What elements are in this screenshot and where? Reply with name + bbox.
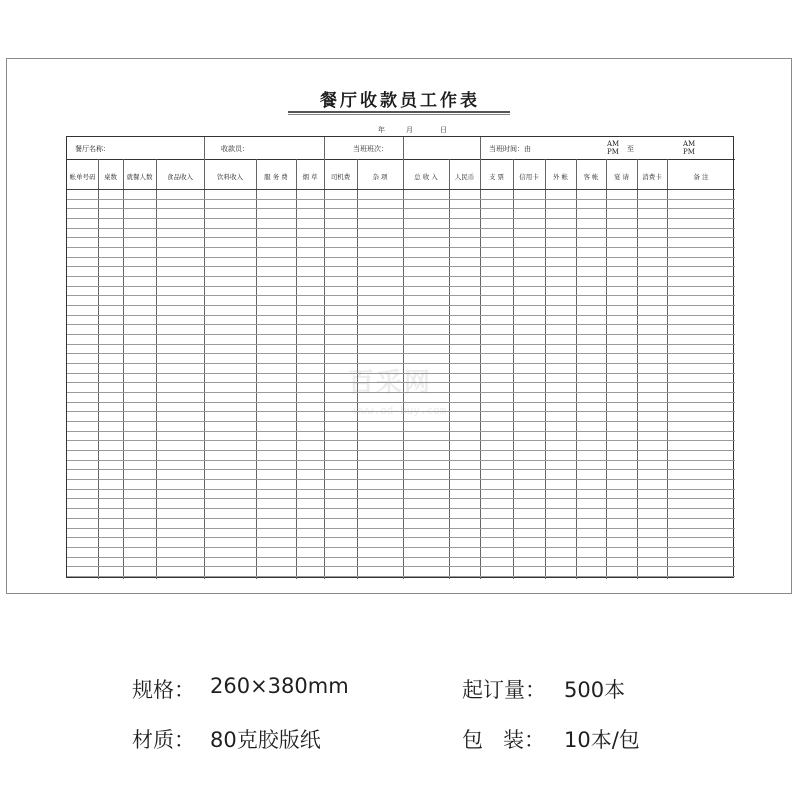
column-divider [156,159,157,579]
table-row-rule [67,450,735,451]
size-value: 260×380mm [210,674,349,698]
column-divider [256,159,257,579]
column-header: 烟 草 [302,173,318,181]
cashier-work-table [66,136,734,578]
min-order-value: 500本 [564,678,626,702]
header-rule [67,159,735,160]
table-row-rule [67,537,735,538]
column-divider [545,159,546,579]
table-row-rule [67,392,735,393]
header-divider [480,137,481,159]
min-order-label: 起订量： [462,678,546,702]
packing-value: 10本/包 [564,728,640,752]
table-row-rule [67,315,735,316]
column-header: 外 帐 [552,173,569,181]
product-specs [0,660,800,780]
table-row-rule [67,324,735,325]
column-divider [667,159,668,579]
table-row-rule [67,373,735,374]
table-row-rule [67,344,735,345]
column-divider [606,159,607,579]
shift-start-am: AM [607,140,620,148]
table-row-rule [67,489,735,490]
column-header-rule [67,189,735,190]
date-year-label: 年 [378,126,385,134]
column-divider [403,159,404,579]
column-header: 就餐人数 [126,173,153,181]
column-header: 客 帐 [583,173,599,181]
column-divider [449,159,450,579]
shift-label: 当班班次： [353,145,388,153]
table-row-rule [67,431,735,432]
table-row-rule [67,411,735,412]
column-header: 桌数 [104,173,117,181]
table-row-rule [67,208,735,209]
shift-end-pm: PM [683,148,695,156]
table-row-rule [67,566,735,567]
table-row-rule [67,479,735,480]
column-divider [637,159,638,579]
column-divider [576,159,577,579]
title-underline [288,111,510,115]
column-header: 帐单号码 [69,173,96,181]
shift-start-pm: PM [607,148,619,156]
shift-time-label: 当班时间：由 [489,145,531,153]
table-row-rule [67,266,735,267]
header-divider [403,137,404,159]
table-row-rule [67,460,735,461]
table-row-rule [67,508,735,509]
table-row-rule [67,402,735,403]
material-value: 80克胶版纸 [210,728,321,752]
date-month-label: 月 [406,126,413,134]
header-divider [324,137,325,159]
packing-label: 包 装： [462,728,546,752]
column-header: 备 注 [693,173,709,181]
column-divider [357,159,358,579]
size-label: 规格： [132,678,195,702]
table-row-rule [67,276,735,277]
form-title: 餐厅收款员工作表 [320,91,480,111]
column-divider [204,159,205,579]
cashier-label: 收款员： [221,145,249,153]
table-row-rule [67,528,735,529]
table-row-rule [67,498,735,499]
table-row-rule [67,295,735,296]
table-row-rule [67,440,735,441]
date-day-label: 日 [440,126,447,134]
table-row-rule [67,576,735,577]
column-divider [513,159,514,579]
column-divider [480,159,481,579]
column-header: 杂 项 [372,173,388,181]
table-row-rule [67,286,735,287]
table-row-rule [67,228,735,229]
column-header: 宴 请 [613,173,630,181]
table-row-rule [67,363,735,364]
table-row-rule [67,382,735,383]
column-header: 饮料收入 [217,173,243,181]
column-divider [324,159,325,579]
table-row-rule [67,469,735,470]
table-row-rule [67,257,735,258]
column-divider [296,159,297,579]
table-row-rule [67,305,735,306]
table-row-rule [67,557,735,558]
table-row-rule [67,518,735,519]
table-row-rule [67,334,735,335]
column-divider [98,159,99,579]
column-header: 食品收入 [167,173,193,181]
column-header: 司机费 [330,173,351,181]
table-row-rule [67,199,735,200]
table-row-rule [67,547,735,548]
restaurant-name-label: 餐厅名称： [75,145,110,153]
column-divider [123,159,124,579]
material-label: 材质： [132,728,195,752]
column-header: 支 票 [488,173,505,181]
column-header: 人民币 [454,173,475,181]
column-header: 服 务 费 [264,173,288,181]
table-row-rule [67,247,735,248]
column-header: 信用卡 [519,173,539,181]
shift-to-label: 至 [627,145,634,153]
table-row-rule [67,218,735,219]
shift-end-am: AM [683,140,696,148]
table-row-rule [67,237,735,238]
column-header: 总 收 入 [414,173,438,181]
table-row-rule [67,421,735,422]
column-header: 消费卡 [642,173,662,181]
table-row-rule [67,353,735,354]
header-divider [204,137,205,159]
